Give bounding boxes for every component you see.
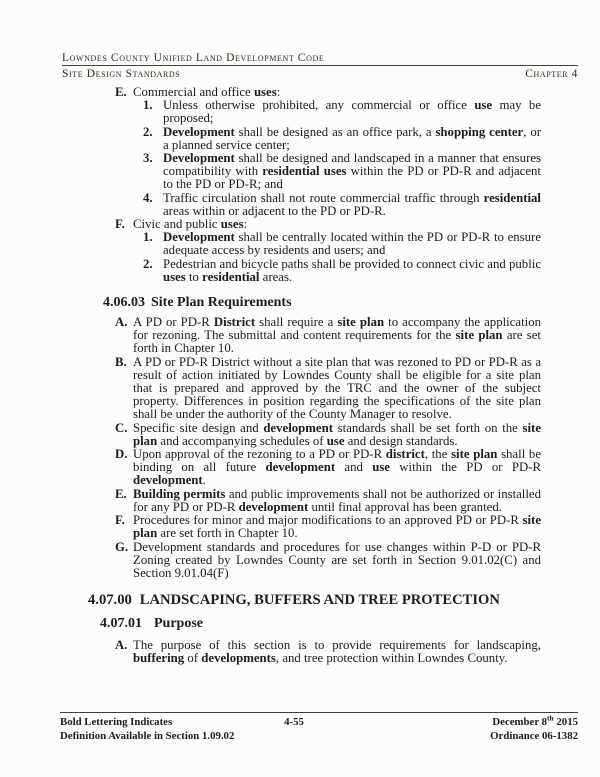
item-marker: 2. [143, 256, 153, 271]
item-marker: 1. [143, 230, 153, 245]
section-title: Purpose [154, 616, 203, 632]
item-marker: F. [115, 217, 125, 232]
list-item-D [115, 448, 541, 488]
list-item-C [115, 422, 541, 448]
list-item-F-1 [143, 231, 541, 257]
list-item-B [115, 356, 541, 422]
page-body [88, 85, 541, 666]
item-text: Traffic circulation shall not route commercial traffic through residential areas within or adjacent to the PD or PD-R. [163, 190, 541, 218]
section-heading-4-07-00 [88, 591, 541, 609]
item-text: Development shall be designed as an office park, a shopping center, or a planned service center; [163, 124, 541, 152]
item-marker: B. [115, 354, 127, 369]
section-heading-4-07-01 [100, 615, 541, 632]
header-section-title: Site Design Standards [62, 68, 181, 80]
list-item-purpose-A [115, 639, 541, 665]
footer-date-year: 2015 [553, 716, 578, 728]
header-chapter: Chapter 4 [525, 68, 578, 80]
list-item-E-2 [143, 126, 541, 152]
item-marker: E. [115, 486, 127, 501]
item-text: Commercial and office uses: [133, 85, 281, 99]
code-title: Lowndes County Unified Land Development Code [62, 52, 578, 66]
item-marker: F. [115, 513, 125, 528]
list-item-E2 [115, 488, 541, 514]
section-number: 4.07.01 [100, 616, 142, 632]
item-text: Civic and public uses: [133, 217, 248, 232]
section-title: Site Plan Requirements [151, 295, 292, 311]
list-item-G [115, 541, 541, 581]
item-marker: A. [115, 315, 128, 330]
list-item-E-4 [143, 192, 541, 218]
item-marker: 3. [143, 151, 153, 166]
item-text: The purpose of this section is to provide requirements for landscaping, buffering of developments, and tree protection within Lowndes County. [133, 638, 541, 666]
page-footer [60, 712, 578, 743]
list-item-F-2 [143, 258, 541, 284]
item-text: A PD or PD-R District without a site plan that was rezoned to PD or PD-R as a result of action initiated by Lowndes County shall be eligible for a site plan that is prepared and approved by the TRC and the owner of the subject property. Differences in position regarding the specifications of the site plan shall be under the authority of the County Manager to resolve. [133, 354, 541, 422]
item-text: Pedestrian and bicycle paths shall be provided to connect civic and public uses to residential areas. [163, 256, 541, 284]
item-marker: E. [115, 85, 127, 99]
list-item-F2 [115, 514, 541, 540]
item-text: Building permits and public improvements shall not be authorized or installed for any PD or PD-R development until final approval has been granted. [133, 486, 541, 514]
item-marker: 4. [143, 190, 153, 205]
list-item-E-1 [143, 99, 541, 125]
footer-date-day: December 8 [492, 716, 548, 728]
item-marker: 2. [143, 124, 153, 139]
section-number: 4.06.03 [103, 295, 145, 311]
page-number: 4-55 [284, 716, 304, 728]
section-heading-4-06-03 [103, 294, 541, 311]
section-number: 4.07.00 [88, 592, 132, 609]
item-text: A PD or PD-R District shall require a site plan to accompany the application for rezoning. The submittal and content requirements for the site plan are set forth in Chapter 10. [133, 315, 541, 356]
item-text: Development standards and procedures for use changes within P-D or PD-R Zoning created by Lowndes County are set forth in Section 9.01.02(C) and Section 9.01.04(F) [133, 539, 541, 580]
item-marker: A. [115, 638, 128, 653]
item-text: Development shall be centrally located within the PD or PD-R to ensure adequate access by residents and users; and [163, 230, 541, 258]
item-marker: G. [115, 539, 129, 554]
item-text: Procedures for minor and major modifications to an approved PD or PD-R site plan are set forth in Chapter 10. [133, 513, 541, 541]
section-title: LANDSCAPING, BUFFERS AND TREE PROTECTION [139, 592, 500, 609]
item-text: Unless otherwise prohibited, any commercial or office use may be proposed; [163, 98, 541, 126]
footer-bold-note: Bold Lettering Indicates [60, 716, 173, 728]
header-row [62, 68, 578, 80]
item-marker: C. [115, 420, 128, 435]
list-item-A [115, 316, 541, 356]
item-text: Development shall be designed and landscaped in a manner that ensures compatibility with residential uses within the PD or PD-R and adjacent to the PD or PD-R; and [163, 151, 541, 192]
list-item-E-3 [143, 152, 541, 192]
item-text: Upon approval of the rezoning to a PD or PD-R district, the site plan shall be binding on all future development and use within the PD or PD-R development. [133, 447, 541, 488]
footer-definition-note: Definition Available in Section 1.09.02 [60, 729, 235, 742]
page-header [62, 52, 578, 80]
footer-ordinance: Ordinance 06-1382 [490, 729, 578, 742]
footer-date-ordinal: th [547, 713, 554, 723]
item-marker: 1. [143, 98, 153, 113]
item-text: Specific site design and development standards shall be set forth on the site plan and accompanying schedules of use and design standards. [133, 420, 541, 448]
item-marker: D. [115, 447, 128, 462]
